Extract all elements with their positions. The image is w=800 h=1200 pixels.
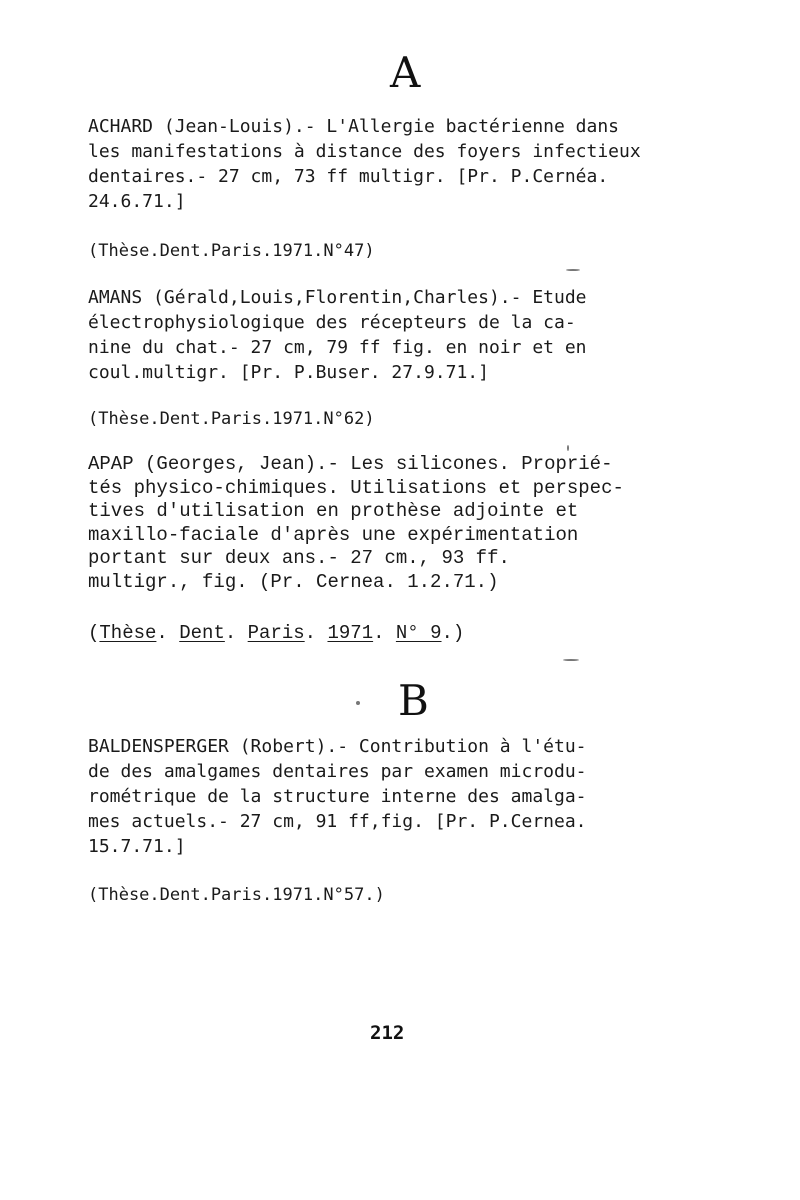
bibliography-entry-amans [88, 285, 728, 385]
section-letter-a: A [390, 48, 422, 97]
thesis-part: . [373, 622, 396, 644]
scan-speck [563, 659, 579, 661]
entry-line: coul.multigr. [Pr. P.Buser. 27.9.71.] [88, 362, 489, 383]
entry-line: 15.7.71.] [88, 836, 186, 857]
entry-line: BALDENSPERGER (Robert).- Contribution à l'étu- [88, 736, 587, 757]
thesis-part: Paris [247, 622, 305, 644]
thesis-part: .) [441, 622, 465, 644]
entry-line: les manifestations à distance des foyers infectieux [88, 141, 641, 162]
entry-line: mes actuels.- 27 cm, 91 ff,fig. [Pr. P.Cernea. [88, 811, 587, 832]
bibliography-entry-achard [88, 114, 728, 214]
entry-line: portant sur deux ans.- 27 cm., 93 ff. [88, 547, 510, 569]
entry-line: électrophysiologique des récepteurs de la ca- [88, 312, 576, 333]
thesis-part: Thèse [99, 622, 157, 644]
thesis-part: . [304, 622, 328, 644]
bibliography-entry-baldensperger [88, 734, 728, 859]
page-number: 212 [370, 1022, 405, 1044]
thesis-part: N° 9 [395, 622, 442, 644]
scan-speck [566, 269, 580, 271]
thesis-part: . [156, 622, 180, 644]
entry-line: APAP (Georges, Jean).- Les silicones. Proprié- [88, 453, 613, 475]
entry-line: de des amalgames dentaires par examen microdu- [88, 761, 587, 782]
thesis-part: ( [88, 622, 100, 644]
scan-speck [356, 701, 360, 705]
section-letter-b: B [398, 676, 430, 725]
entry-line: dentaires.- 27 cm, 73 ff multigr. [Pr. P.Cernéa. [88, 166, 609, 187]
entry-line: AMANS (Gérald,Louis,Florentin,Charles).- Etude [88, 287, 587, 308]
thesis-reference-apap [88, 622, 464, 644]
entry-line: 24.6.71.] [88, 191, 186, 212]
thesis-reference-amans: (Thèse.Dent.Paris.1971.N°62) [88, 409, 375, 429]
entry-line: tés physico-chimiques. Utilisations et perspec- [88, 476, 624, 499]
thesis-reference-baldensperger: (Thèse.Dent.Paris.1971.N°57.) [88, 885, 385, 905]
thesis-part: Dent [179, 622, 225, 644]
thesis-part: . [224, 622, 248, 644]
entry-line: rométrique de la structure interne des amalga- [88, 786, 587, 807]
entry-line: maxillo-faciale d'après une expérimentation [88, 523, 579, 546]
entry-line: multigr., fig. (Pr. Cernea. 1.2.71.) [88, 570, 499, 593]
thesis-reference-achard: (Thèse.Dent.Paris.1971.N°47) [88, 241, 375, 261]
scan-speck [567, 445, 569, 451]
bibliography-entry-apap [88, 453, 728, 594]
entry-line: tives d'utilisation en prothèse adjointe et [88, 500, 579, 522]
entry-line: ACHARD (Jean-Louis).- L'Allergie bactérienne dans [88, 116, 620, 137]
thesis-part: 1971 [327, 622, 374, 644]
entry-line: nine du chat.- 27 cm, 79 ff fig. en noir et en [88, 337, 587, 358]
